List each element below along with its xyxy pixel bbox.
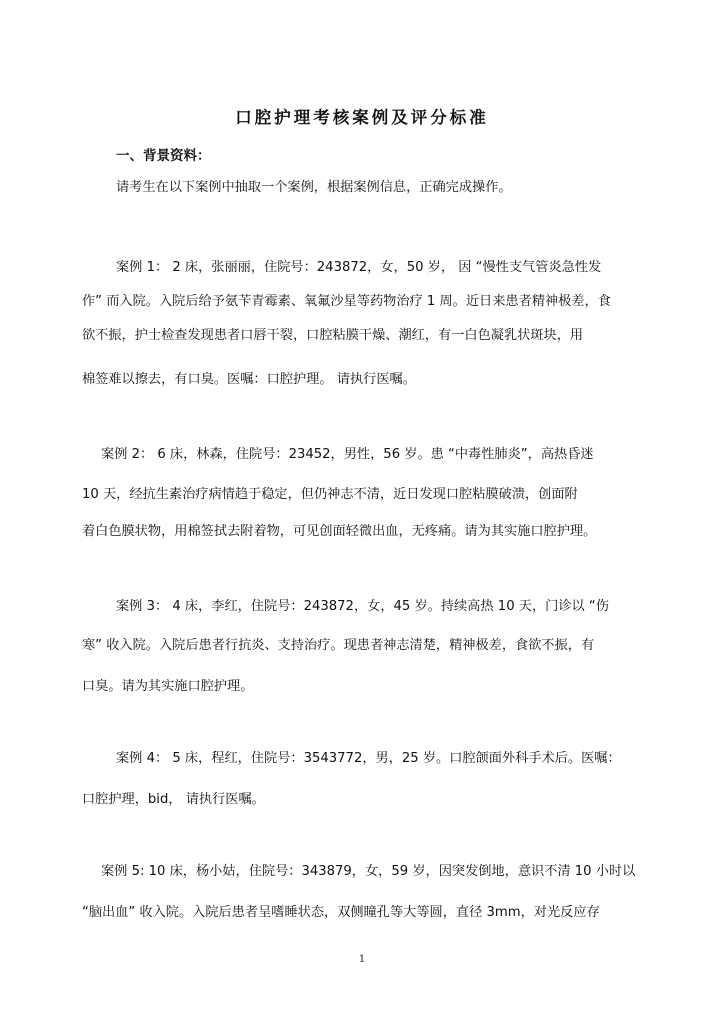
case-line: “脑出血” 收入院。入院后患者呈嗜睡状态，双侧瞳孔等大等圆，直径 3mm，对光反应存 xyxy=(82,905,600,920)
case-line: 口腔护理，bid， 请执行医嘱。 xyxy=(82,792,265,807)
case-line: 10 天，经抗生素治疗病情趋于稳定，但仍神志不清，近日发现口腔粘膜破溃，创面附 xyxy=(82,487,578,502)
document-title: 口腔护理考核案例及评分标准 xyxy=(235,108,489,127)
section-heading: 一、背景资料： xyxy=(116,148,211,164)
page-number: 1 xyxy=(358,954,366,965)
case-line: 案例 1： 2 床，张丽丽，住院号：243872，女，50 岁， 因 “慢性支气管炎急性发 xyxy=(116,260,602,275)
case-line: 案例 5: 10 床，杨小姑，住院号：343879，女，59 岁，因突发倒地，意识不清 10 小时以 xyxy=(101,864,636,879)
instruction-text: 请考生在以下案例中抽取一个案例，根据案例信息，正确完成操作。 xyxy=(116,180,512,195)
case-line: 寒” 收入院。入院后患者行抗炎、支持治疗。现患者神志清楚，精神极差，食欲不振，有 xyxy=(82,638,595,653)
case-line: 棉签难以擦去，有口臭。医嘱：口腔护理。 请执行医嘱。 xyxy=(82,372,416,387)
case-line: 作” 而入院。入院后给予氨苄青霉素、氧氟沙星等药物治疗 1 周。近日来患者精神极差，食 xyxy=(82,294,611,309)
case-line: 案例 3： 4 床，李红，住院号：243872，女，45 岁。持续高热 10 天，门诊以 “伤 xyxy=(116,599,609,614)
case-line: 着白色膜状物，用棉签拭去附着物，可见创面轻微出血，无疼痛。请为其实施口腔护理。 xyxy=(82,524,597,539)
case-line: 欲不振，护士检查发现患者口唇干裂，口腔粘膜干燥、潮红，有一白色凝乳状斑块，用 xyxy=(82,328,584,343)
case-line: 口臭。请为其实施口腔护理。 xyxy=(82,679,254,694)
case-line: 案例 2： 6 床，林森，住院号：23452，男性，56 岁。患 “中毒性肺炎”，高热昏迷 xyxy=(101,447,594,462)
case-line: 案例 4： 5 床，程红，住院号：3543772，男，25 岁。口腔颌面外科手术后。医嘱： xyxy=(116,751,621,766)
